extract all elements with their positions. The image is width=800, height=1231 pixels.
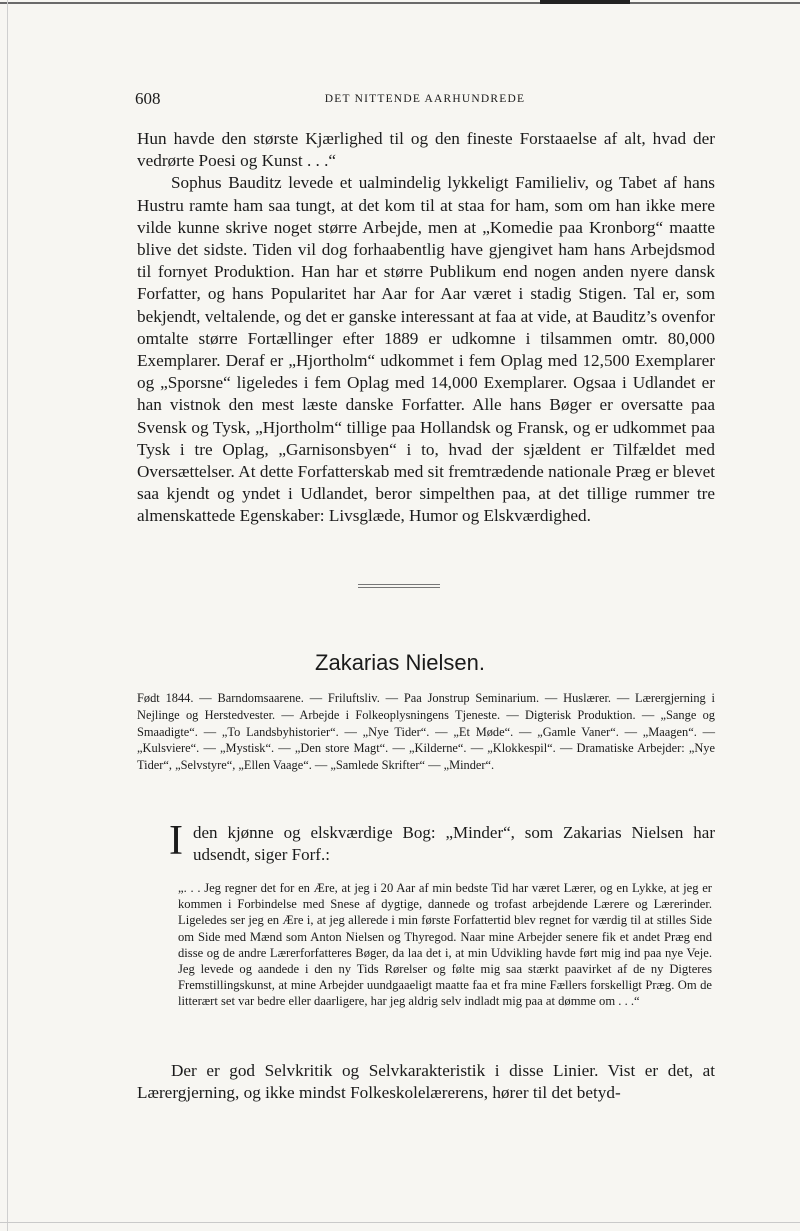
scan-top-edge [0, 2, 800, 4]
top-section [137, 128, 715, 528]
section-divider [358, 584, 440, 590]
intro-text: den kjønne og elskværdige Bog: „Minder“, som Zakarias Nielsen har udsendt, siger Forf.: [193, 823, 715, 864]
chapter-title: Zakarias Nielsen. [315, 650, 485, 675]
running-title: DET NITTENDE AARHUNDREDE [324, 93, 526, 105]
closing-paragraph [137, 1060, 715, 1104]
running-head [135, 89, 715, 113]
chapter-intro [137, 818, 715, 866]
chapter-synopsis [137, 690, 715, 774]
drop-cap: I [169, 818, 183, 864]
scan-bottom-edge [0, 1222, 800, 1223]
scan-left-edge [7, 0, 8, 1231]
quote-text: „. . . Jeg regner det for en Ære, at jeg i 20 Aar af min bedste Tid har været Lærer, og en Lykke, at jeg er kommen i Forbindelse med Snese af dygtige, dannede og trofast arbejdende Lærere og Lærerinder. Ligeledes ser jeg en Ære i, at jeg allerede i min første Forfattertid blev regnet for værdig til at stilles Side om Side med Mænd som Anton Nielsen og Thyregod. Naar mine Arbejder senere fik et andet Præg end disse og de andre Lærerforfatteres Bøger, da laa det i, at min Udvikling havde ført mig ind paa nye Veje. Jeg levede og aandede i den ny Tids Rørelser og følte mig saa stærkt paavirket af de ny Digteres Fremstillingskunst, at mine Arbejder uundgaaeligt maatte faa et fra mine Fællers forskelligt Præg. Om de litterært set var bedre eller daarligere, har jeg aldrig selv indladt mig paa at dømme om . . .“ [178, 881, 712, 1009]
page-number: 608 [135, 89, 161, 108]
scan-top-mark [540, 0, 630, 4]
block-quote [178, 880, 712, 1010]
closing-text: Der er god Selvkritik og Selvkarakteristik i disse Linier. Vist er det, at Lærergjerning, og ikke mindst Folkeskolelærerens, hører til det betyd- [137, 1061, 715, 1102]
paragraph-continued: Hun havde den største Kjærlighed til og den fineste Forstaaelse af alt, hvad der vedrørte Poesi og Kunst . . .“ [137, 129, 715, 171]
paragraph-bauditz: Sophus Bauditz levede et ualmindelig lykkeligt Familieliv, og Tabet af hans Hustru ramte ham saa tungt, at det kom til at staa for ham, som om han ikke mere vilde kunne skrive noget større Arbejde, men at „Komedie paa Kronborg“ maatte blive det sidste. Tiden vil dog forhaabentlig have gjengivet ham hans Arbejdsmod til fornyet Produktion. Han har et større Publikum end nogen anden nyere dansk Forfatter, og hans Popularitet har Aar for Aar været i stadig Stigen. Tal er, som bekjendt, veltalende, og det er ganske interessant at faa at vide, at Bauditz’s ovenfor omtalte større Fortællinger efter 1889 er udkomne i tilsammen omtr. 80,000 Exemplarer. Deraf er „Hjortholm“ udkommet i fem Oplag med 12,500 Exemplarer og „Sporsne“ ligeledes i fem Oplag med 14,000 Exemplarer. Ogsaa i Udlandet er han vistnok den mest læste danske Forfatter. Alle hans Bøger er oversatte paa Svensk og Tysk, „Hjortholm“ tillige paa Hollandsk og Fransk, og er udkommet paa Tysk i tre Oplag, „Garnisonsbyen“ i to, hvad der sjældent er Tilfældet med Oversættelser. At dette Forfatterskab med sit fremtrædende nationale Præg er blevet saa kjendt og yndet i Udlandet, beror simpelthen paa, at det tillige rummer tre almenskattede Egenskaber: Livsglæde, Humor og Elskværdighed. [137, 173, 715, 526]
synopsis-text: Født 1844. — Barndomsaarene. — Friluftsliv. — Paa Jonstrup Seminarium. — Huslærer. — Lærergjerning i Nejlinge og Herstedvester. — Arbejde i Folkeoplysningens Tjeneste. — Digterisk Produktion. — „Sange og Smaadigte“. — „To Landsbyhistorier“. — „Nye Tider“. — „Et Møde“. — „Gamle Vaner“. — „Maagen“. — „Kulsviere“. — „Mystisk“. — „Den store Magt“. — „Kilderne“. — „Klokkespil“. — Dramatiske Arbejder: „Nye Tider“, „Selvstyre“, „Ellen Vaage“. — „Samlede Skrifter“ — „Minder“. [137, 691, 715, 773]
